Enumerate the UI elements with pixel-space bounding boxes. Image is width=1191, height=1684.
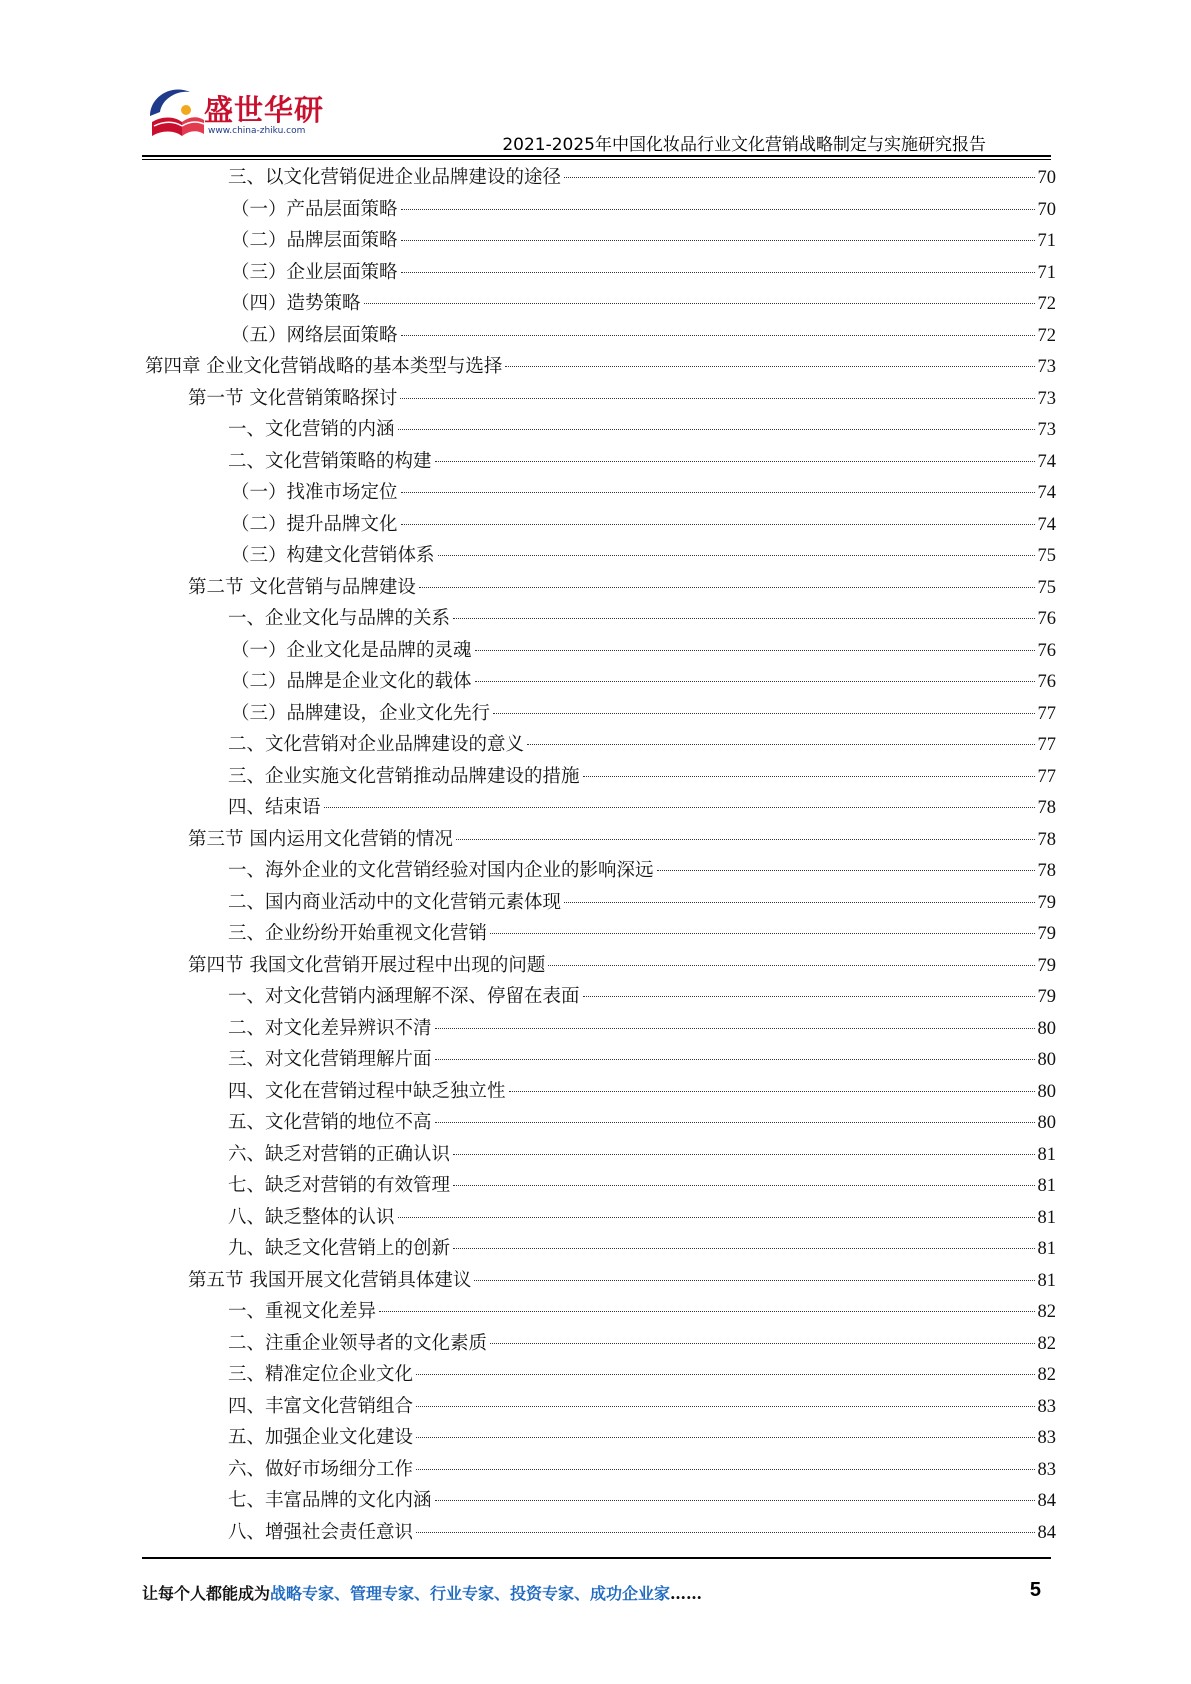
toc-leader-dots <box>398 429 1035 430</box>
toc-entry-title: 一、文化营销的内涵 <box>228 419 395 440</box>
toc-entry[interactable] <box>145 320 1056 352</box>
toc-leader-dots <box>416 1437 1034 1438</box>
toc-entry[interactable] <box>145 1107 1056 1139</box>
toc-entry-title: 五、加强企业文化建设 <box>228 1427 414 1448</box>
toc-entry-title: 六、做好市场细分工作 <box>228 1458 414 1480</box>
toc-page-number: 82 <box>1037 1333 1056 1354</box>
toc-entry-title: 三、企业实施文化营销推动品牌建设的措施 <box>228 765 580 787</box>
toc-leader-dots <box>435 1500 1035 1501</box>
toc-entry-title: （二）品牌层面策略 <box>231 230 398 251</box>
toc-leader-dots <box>398 1217 1035 1218</box>
toc-entry-title: 二、对文化差异辨识不清 <box>228 1017 432 1039</box>
toc-page-number: 79 <box>1037 955 1056 976</box>
toc-page-number: 70 <box>1037 199 1056 220</box>
toc-page-number: 83 <box>1037 1428 1056 1448</box>
table-of-contents <box>145 162 1056 1548</box>
toc-leader-dots <box>505 366 1034 367</box>
toc-entry-title: 三、精准定位企业文化 <box>228 1364 414 1385</box>
toc-entry[interactable] <box>145 1485 1056 1517</box>
toc-entry[interactable] <box>145 572 1056 604</box>
toc-entry-title: 一、企业文化与品牌的关系 <box>228 608 451 629</box>
toc-leader-dots <box>364 303 1035 304</box>
toc-page-number: 77 <box>1037 703 1056 724</box>
footer-slogan <box>142 1581 702 1604</box>
toc-page-number: 74 <box>1037 514 1056 535</box>
toc-page-number: 82 <box>1037 1302 1056 1322</box>
toc-entry-title: （三）品牌建设，企业文化先行 <box>231 702 491 724</box>
toc-page-number: 80 <box>1037 1113 1056 1133</box>
toc-leader-dots <box>438 555 1035 556</box>
toc-page-number: 70 <box>1037 168 1056 188</box>
footer-divider <box>142 1557 1051 1559</box>
toc-leader-dots <box>401 524 1035 525</box>
toc-entry[interactable] <box>145 477 1056 509</box>
toc-entry-title: 第二节 文化营销与品牌建设 <box>188 576 416 598</box>
page-number: 5 <box>1029 1579 1041 1601</box>
toc-entry[interactable] <box>145 761 1056 793</box>
toc-entry[interactable] <box>145 1296 1056 1328</box>
toc-leader-dots <box>475 650 1035 651</box>
toc-leader-dots <box>564 177 1034 178</box>
toc-leader-dots <box>400 398 1034 399</box>
toc-page-number: 82 <box>1037 1365 1056 1385</box>
toc-entry-title: （三）企业层面策略 <box>231 261 398 283</box>
toc-entry[interactable] <box>145 1076 1056 1108</box>
toc-page-number: 77 <box>1037 735 1056 755</box>
toc-entry-title: 四、丰富文化营销组合 <box>228 1395 414 1417</box>
toc-entry[interactable] <box>145 1233 1056 1265</box>
toc-page-number: 83 <box>1037 1396 1056 1417</box>
toc-page-number: 79 <box>1037 892 1056 913</box>
toc-page-number: 81 <box>1037 1239 1056 1259</box>
toc-leader-dots <box>416 1406 1034 1407</box>
toc-entry[interactable] <box>145 1013 1056 1045</box>
toc-page-number: 74 <box>1037 483 1056 503</box>
toc-entry[interactable] <box>145 950 1056 982</box>
toc-entry[interactable] <box>145 1422 1056 1454</box>
toc-leader-dots <box>401 492 1035 493</box>
toc-leader-dots <box>453 1185 1034 1186</box>
toc-leader-dots <box>456 839 1035 840</box>
toc-entry-title: 四、文化在营销过程中缺乏独立性 <box>228 1080 506 1102</box>
toc-leader-dots <box>416 1374 1034 1375</box>
header-divider <box>142 155 1051 157</box>
toc-entry-title: 第四章 企业文化营销战略的基本类型与选择 <box>145 356 503 377</box>
toc-leader-dots <box>453 1248 1034 1249</box>
toc-entry-title: 三、以文化营销促进企业品牌建设的途径 <box>228 167 562 188</box>
toc-page-number: 75 <box>1037 546 1056 566</box>
toc-entry-title: 三、企业纷纷开始重视文化营销 <box>228 923 488 944</box>
toc-page-number: 76 <box>1037 672 1056 692</box>
footer-slogan-highlight: 战略专家、管理专家、行业专家、投资专家、成功企业家 <box>270 1584 671 1603</box>
toc-leader-dots <box>435 1122 1035 1123</box>
toc-leader-dots <box>509 1091 1035 1092</box>
toc-entry[interactable] <box>145 540 1056 572</box>
toc-page-number: 79 <box>1037 987 1056 1007</box>
toc-entry[interactable] <box>145 288 1056 320</box>
toc-entry[interactable] <box>145 603 1056 635</box>
toc-leader-dots <box>419 587 1035 588</box>
toc-entry[interactable] <box>145 1517 1056 1549</box>
toc-page-number: 78 <box>1037 798 1056 818</box>
toc-entry[interactable] <box>145 1454 1056 1486</box>
toc-page-number: 80 <box>1037 1081 1056 1102</box>
toc-entry-title: 五、文化营销的地位不高 <box>228 1112 432 1133</box>
toc-leader-dots <box>379 1311 1034 1312</box>
toc-entry-title: 二、注重企业领导者的文化素质 <box>228 1332 488 1354</box>
toc-leader-dots <box>564 902 1034 903</box>
toc-entry[interactable] <box>145 509 1056 541</box>
toc-entry[interactable] <box>145 383 1056 415</box>
toc-entry-title: （四）造势策略 <box>231 293 361 314</box>
toc-page-number: 84 <box>1037 1491 1056 1511</box>
toc-entry-title: （一）企业文化是品牌的灵魂 <box>231 639 472 661</box>
toc-entry-title: 二、文化营销对企业品牌建设的意义 <box>228 734 525 755</box>
toc-entry[interactable] <box>145 225 1056 257</box>
logo-emblem-icon <box>142 82 206 146</box>
toc-leader-dots <box>401 335 1035 336</box>
toc-entry[interactable] <box>145 162 1056 194</box>
toc-leader-dots <box>324 807 1035 808</box>
toc-leader-dots <box>435 1028 1035 1029</box>
toc-entry-title: 二、文化营销策略的构建 <box>228 450 432 472</box>
toc-entry[interactable] <box>145 1202 1056 1234</box>
toc-entry[interactable] <box>145 1044 1056 1076</box>
toc-page-number: 73 <box>1037 388 1056 409</box>
toc-leader-dots <box>583 776 1035 777</box>
toc-entry[interactable] <box>145 792 1056 824</box>
toc-entry[interactable] <box>145 414 1056 446</box>
toc-page-number: 81 <box>1037 1144 1056 1165</box>
toc-page-number: 71 <box>1037 262 1056 283</box>
toc-page-number: 71 <box>1037 231 1056 251</box>
toc-entry[interactable] <box>145 1391 1056 1423</box>
toc-leader-dots <box>493 713 1034 714</box>
toc-leader-dots <box>490 1343 1034 1344</box>
toc-page-number: 75 <box>1037 577 1056 598</box>
toc-leader-dots <box>453 1154 1034 1155</box>
toc-entry-title: 第四节 我国文化营销开展过程中出现的问题 <box>188 954 546 976</box>
toc-leader-dots <box>583 996 1035 997</box>
toc-entry[interactable] <box>145 1170 1056 1202</box>
toc-page-number: 73 <box>1037 357 1056 377</box>
toc-entry[interactable] <box>145 666 1056 698</box>
toc-page-number: 77 <box>1037 766 1056 787</box>
toc-entry-title: （五）网络层面策略 <box>231 324 398 346</box>
toc-page-number: 72 <box>1037 325 1056 346</box>
toc-entry[interactable] <box>145 635 1056 667</box>
toc-page-number: 72 <box>1037 294 1056 314</box>
toc-entry-title: 九、缺乏文化营销上的创新 <box>228 1238 451 1259</box>
toc-entry-title: 六、缺乏对营销的正确认识 <box>228 1143 451 1165</box>
logo-title: 盛世华研 <box>204 93 325 127</box>
toc-entry[interactable] <box>145 1265 1056 1297</box>
toc-page-number: 84 <box>1037 1522 1056 1543</box>
document-title: 2021-2025年中国化妆品行业文化营销战略制定与实施研究报告 <box>502 135 986 155</box>
toc-entry[interactable] <box>145 918 1056 950</box>
toc-leader-dots <box>435 1059 1035 1060</box>
toc-leader-dots <box>527 744 1034 745</box>
toc-leader-dots <box>657 870 1035 871</box>
toc-entry-title: 二、国内商业活动中的文化营销元素体现 <box>228 891 562 913</box>
toc-entry-title: 一、海外企业的文化营销经验对国内企业的影响深远 <box>228 860 654 881</box>
toc-entry-title: 八、增强社会责任意识 <box>228 1521 414 1543</box>
footer-slogan-prefix: 让每个人都能成为 <box>142 1584 271 1603</box>
toc-leader-dots <box>474 1280 1034 1281</box>
toc-page-number: 81 <box>1037 1176 1056 1196</box>
toc-page-number: 81 <box>1037 1207 1056 1228</box>
toc-entry-title: 第三节 国内运用文化营销的情况 <box>188 828 453 850</box>
header-divider-thin <box>142 159 1051 160</box>
toc-page-number: 73 <box>1037 420 1056 440</box>
toc-entry-title: （一）产品层面策略 <box>231 198 398 220</box>
toc-page-number: 78 <box>1037 861 1056 881</box>
toc-entry[interactable] <box>145 1359 1056 1391</box>
toc-entry[interactable] <box>145 194 1056 226</box>
toc-page-number: 76 <box>1037 640 1056 661</box>
toc-entry-title: 第一节 文化营销策略探讨 <box>188 387 398 409</box>
toc-leader-dots <box>548 965 1034 966</box>
toc-entry-title: 四、结束语 <box>228 797 321 818</box>
toc-entry[interactable] <box>145 824 1056 856</box>
toc-leader-dots <box>401 272 1035 273</box>
toc-entry-title: 一、对文化营销内涵理解不深、停留在表面 <box>228 986 580 1007</box>
toc-entry-title: 一、重视文化差异 <box>228 1301 377 1322</box>
toc-entry-title: （二）提升品牌文化 <box>231 513 398 535</box>
toc-page-number: 80 <box>1037 1050 1056 1070</box>
toc-leader-dots <box>453 618 1034 619</box>
toc-entry-title: 七、丰富品牌的文化内涵 <box>228 1490 432 1511</box>
toc-leader-dots <box>416 1469 1034 1470</box>
toc-leader-dots <box>401 240 1035 241</box>
toc-page-number: 74 <box>1037 451 1056 472</box>
toc-entry-title: 七、缺乏对营销的有效管理 <box>228 1175 451 1196</box>
toc-entry-title: 第五节 我国开展文化营销具体建议 <box>188 1269 472 1291</box>
toc-leader-dots <box>401 209 1035 210</box>
toc-entry[interactable] <box>145 855 1056 887</box>
toc-entry[interactable] <box>145 1328 1056 1360</box>
toc-entry-title: 八、缺乏整体的认识 <box>228 1206 395 1228</box>
toc-leader-dots <box>435 461 1035 462</box>
toc-page-number: 80 <box>1037 1018 1056 1039</box>
toc-entry[interactable] <box>145 446 1056 478</box>
toc-leader-dots <box>490 933 1034 934</box>
toc-entry-title: （二）品牌是企业文化的载体 <box>231 671 472 692</box>
toc-entry[interactable] <box>145 887 1056 919</box>
toc-leader-dots <box>416 1532 1034 1533</box>
toc-entry[interactable] <box>145 351 1056 383</box>
toc-entry-title: 三、对文化营销理解片面 <box>228 1049 432 1070</box>
toc-entry[interactable] <box>145 257 1056 289</box>
toc-entry[interactable] <box>145 698 1056 730</box>
toc-entry[interactable] <box>145 981 1056 1013</box>
toc-page-number: 78 <box>1037 829 1056 850</box>
toc-entry-title: （三）构建文化营销体系 <box>231 545 435 566</box>
toc-page-number: 83 <box>1037 1459 1056 1480</box>
toc-page-number: 79 <box>1037 924 1056 944</box>
toc-page-number: 76 <box>1037 609 1056 629</box>
toc-leader-dots <box>475 681 1035 682</box>
company-logo <box>142 82 325 148</box>
toc-page-number: 81 <box>1037 1270 1056 1291</box>
logo-url: www.china-zhiku.com <box>208 126 306 136</box>
toc-entry-title: （一）找准市场定位 <box>231 482 398 503</box>
footer-slogan-suffix: …… <box>670 1584 703 1603</box>
toc-entry[interactable] <box>145 1139 1056 1171</box>
toc-entry[interactable] <box>145 729 1056 761</box>
